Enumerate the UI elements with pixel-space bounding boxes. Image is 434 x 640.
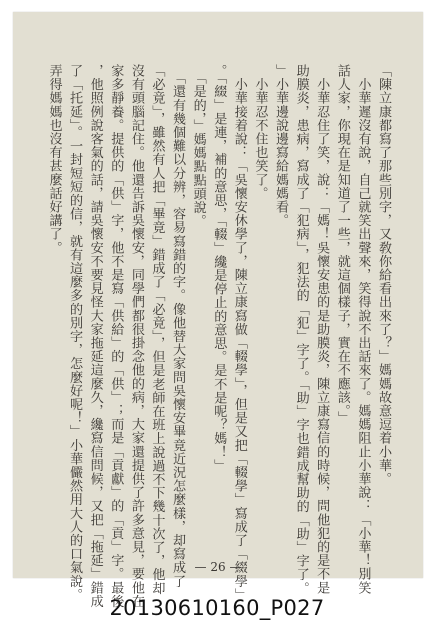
page-number: — 26 — xyxy=(194,560,242,574)
text-line: 小華忍不住也笑了。 xyxy=(252,64,268,200)
text-line: 小華忍住了笑，說：「媽！吳懷安患的是助膜炎，陳立康寫信的時候，問他犯的是不是 xyxy=(314,64,330,595)
text-line: 小華遲沒有說，自己就笑出聲來，笑得說不出話來了。媽媽阻止小華說：「小華！別笑 xyxy=(355,64,371,595)
text-line: 沒有頭腦記住。他還告訴吳懷安，同學們都很掛念他的病，大家還提供了許多意見，要他在 xyxy=(128,64,144,608)
text-line: 弄得媽媽也沒有甚麼話好講了。 xyxy=(46,64,62,255)
text-line: 「陳立康都寫了那些別字，又敎你給看出來了？」媽媽故意逗着小華。 xyxy=(376,64,391,486)
text-line: 「是的，」媽媽點點頭說。 xyxy=(190,64,206,228)
text-line: 家多靜養。提供的「供」字，他不是寫「供給」的「供」；而是「貢獻」的「貢」字。最後 xyxy=(108,64,124,608)
text-line: 「必竟」，雖然有人把「畢竟」錯成了「必竟」，但是老師在班上說過不下幾十次了，他却 xyxy=(149,64,165,595)
text-line: 話人家，你現在是知道了一些，就這個樣子，實在不應該。」 xyxy=(334,64,350,425)
text-line: ，他照例說客氣的話，請吳懷安不要見怪大家拖延這麼久，纔寫信問候，又把「拖延」錯成 xyxy=(87,64,103,608)
text-line: 」小華邊說邊寫給媽媽看。 xyxy=(273,64,289,228)
image-caption: 20130610160_P027 xyxy=(109,596,325,620)
text-line: 了「托延」。一封短短的信，就有這麼多的別字，怎麼好呢！」小華儼然用大人的口氣說。 xyxy=(67,64,83,602)
text-line: 助膜炎，患病，寫成了「犯病」，犯法的「犯」字了。「助」字也錯成幫助的「助」字了。 xyxy=(293,64,309,595)
text-line: 小華接着說：「吳懷安休學了，陳立康寫做「輟學」，但是又把「輟學」寫成了「綴學」 xyxy=(231,64,247,602)
text-line: 「還有幾個難以分辨，容易寫錯的字。像他替大家問吳懷安畢竟近況怎麼樣，却寫成了 xyxy=(170,64,186,588)
text-line: 。「綴」是連，補的意思，「輟」纔是停止的意思。是不是呢？媽！」 xyxy=(211,64,227,473)
